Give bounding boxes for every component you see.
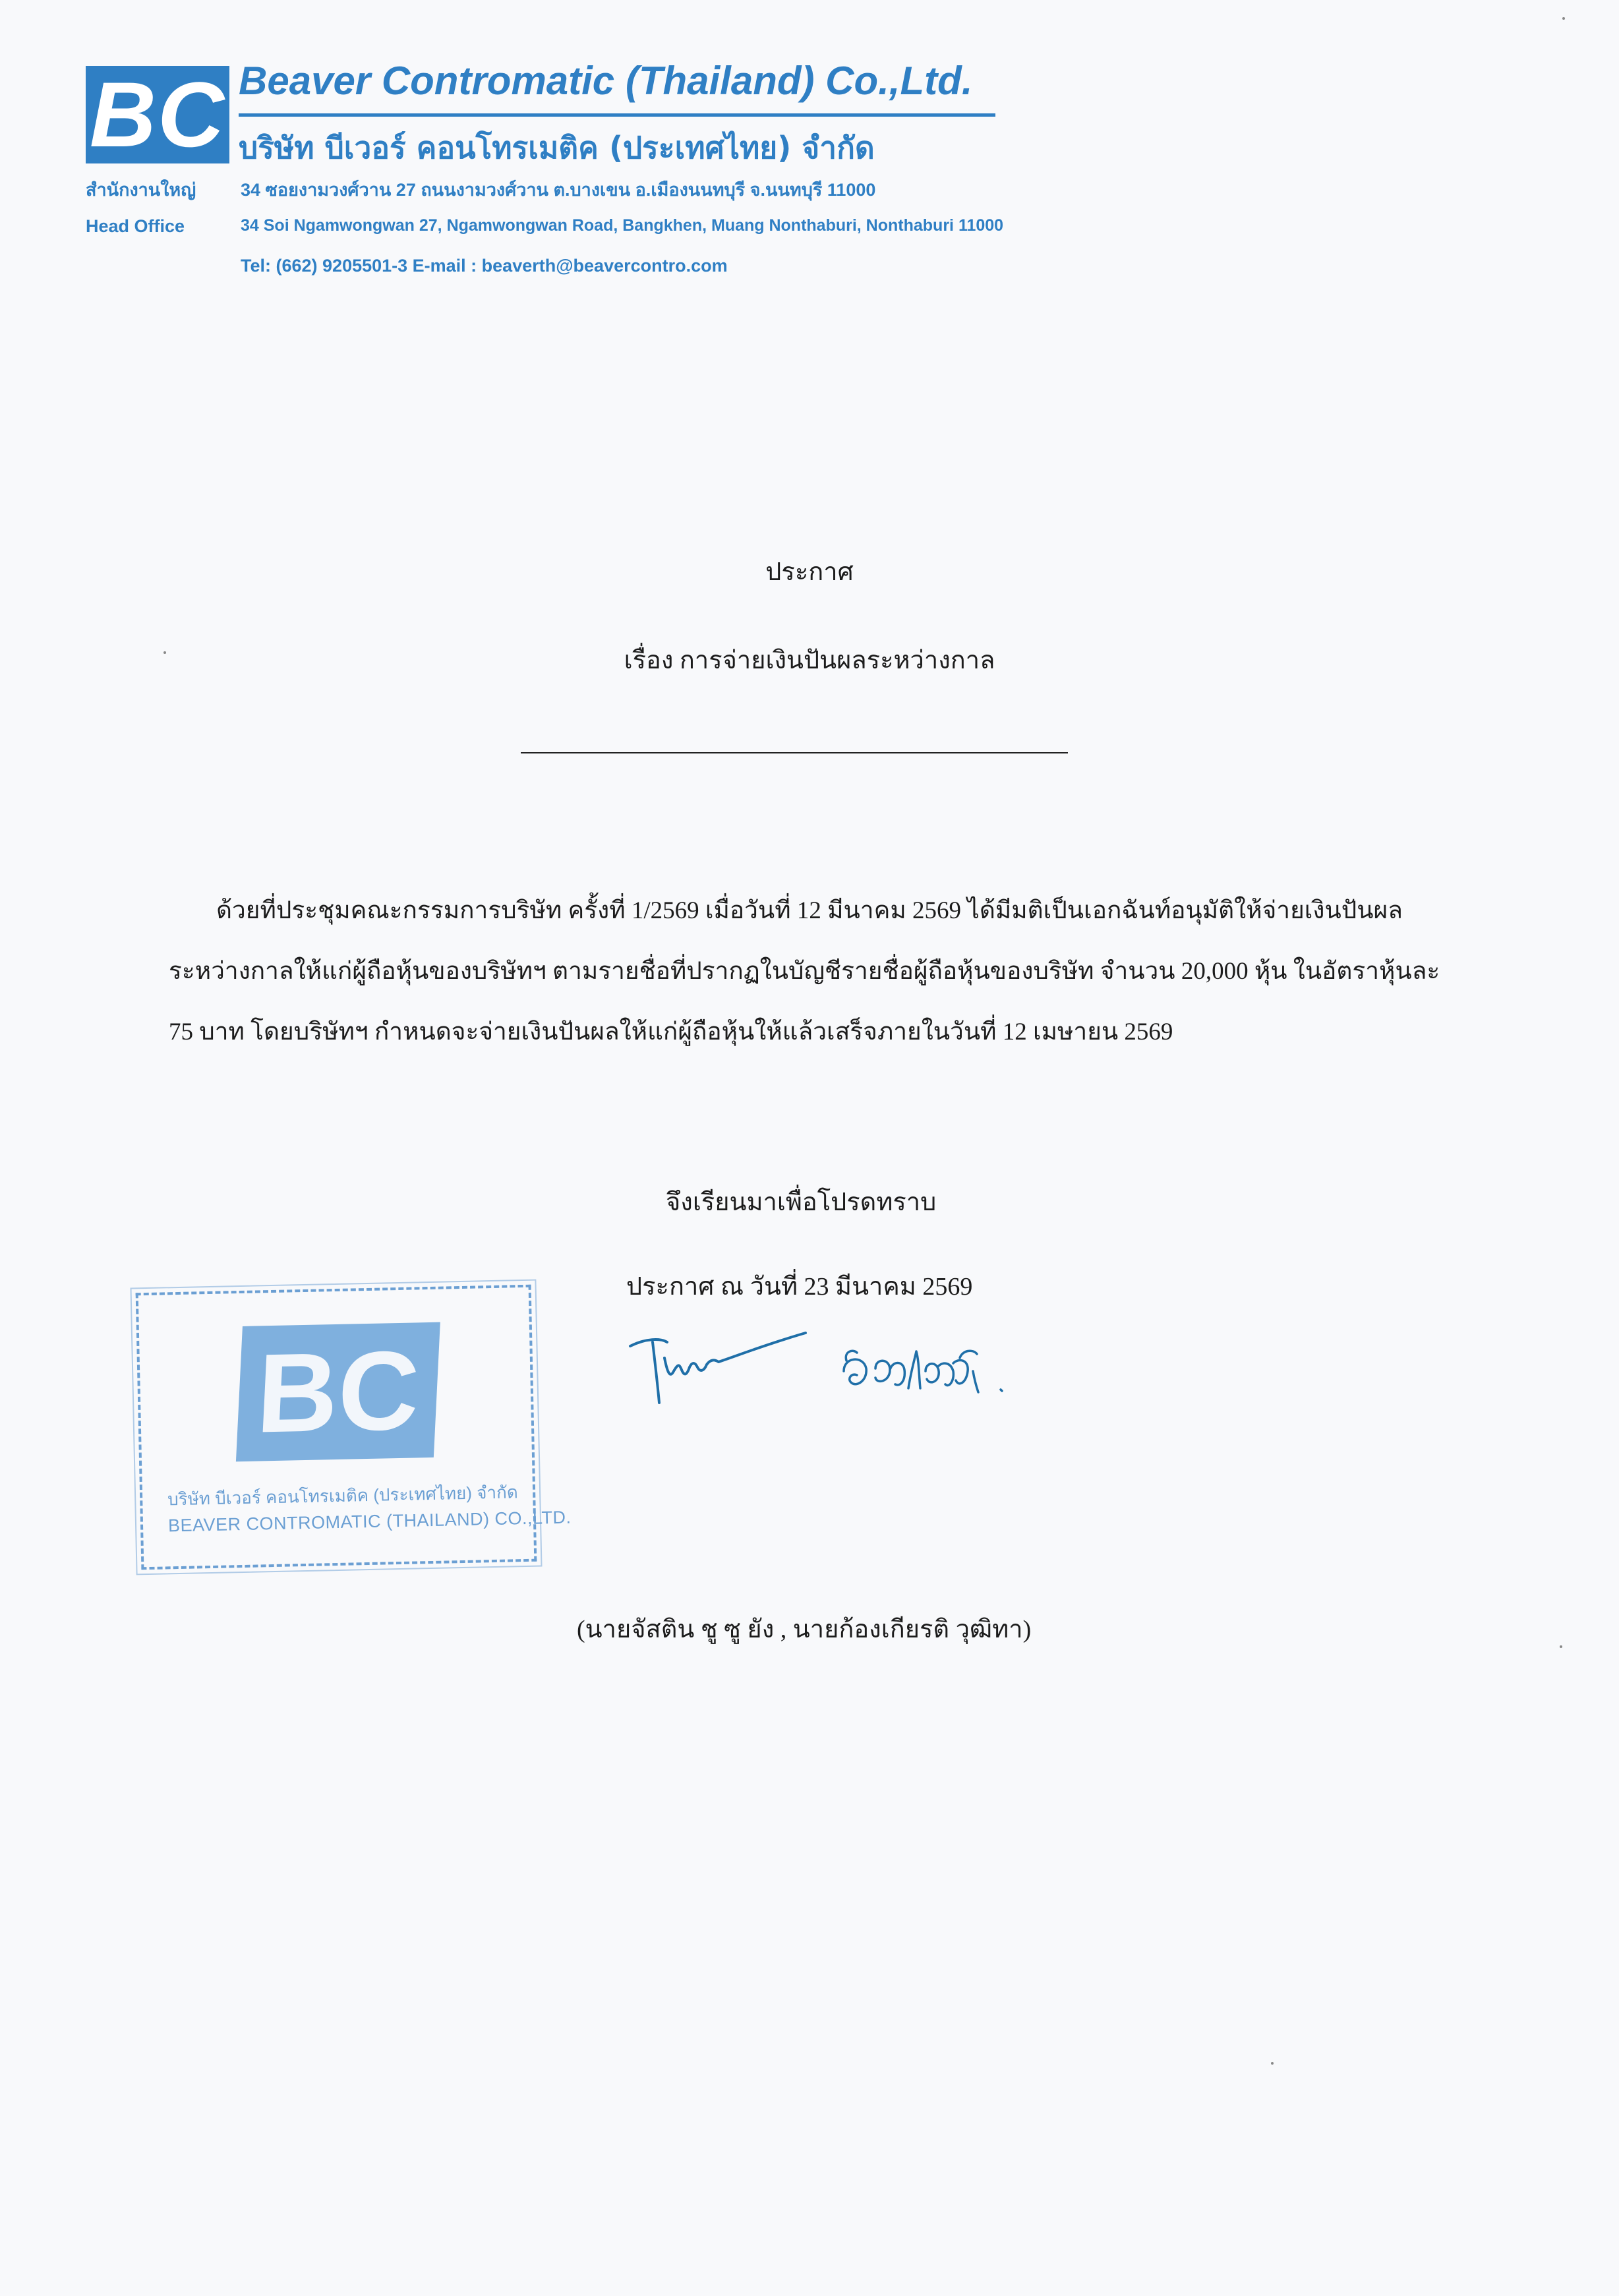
head-office-label-th: สำนักงานใหญ่ xyxy=(86,180,196,200)
stamp-name-th: บริษัท บีเวอร์ คอนโทรเมติค (ประเทศไทย) จำกัด xyxy=(167,1482,518,1510)
signature-2 xyxy=(837,1332,1015,1411)
contact-info: Tel: (662) 9205501-3 E-mail : beaverth@beavercontro.com xyxy=(241,256,728,276)
body-line-1: ด้วยที่ประชุมคณะกรรมการบริษัท ครั้งที่ 1/2569 เมื่อวันที่ 12 มีนาคม 2569 ได้มีมติเป็นเอกฉันท์อนุมัติให้จ่ายเงินปันผล xyxy=(216,897,1403,924)
scan-speck xyxy=(1271,2062,1274,2065)
stamp-logo-text: BC xyxy=(254,1327,423,1457)
notice-title: ประกาศ xyxy=(765,558,854,586)
head-office-label-en: Head Office xyxy=(86,216,185,236)
scan-speck xyxy=(163,651,166,654)
company-stamp xyxy=(136,1285,572,1570)
body-line-2: ระหว่างกาลให้แก่ผู้ถือหุ้นของบริษัทฯ ตามรายชื่อที่ปรากฏในบัญชีรายชื่อผู้ถือหุ้นของบริษัท จำนวน 20,000 หุ้น ในอัตราหุ้นละ xyxy=(169,958,1440,985)
closing-line: จึงเรียนมาเพื่อโปรดทราบ xyxy=(666,1189,937,1216)
subject-divider xyxy=(521,752,1068,753)
notice-body xyxy=(169,881,1440,1063)
company-logo xyxy=(86,63,229,166)
company-name-th: บริษัท บีเวอร์ คอนโทรเมติค (ประเทศไทย) จำกัด xyxy=(239,130,875,165)
body-line-3: 75 บาท โดยบริษัทฯ กำหนดจะจ่ายเงินปันผลให้แก่ผู้ถือหุ้นให้แล้วเสร็จภายในวันที่ 12 เมษายน 2569 xyxy=(169,1018,1173,1045)
signatory-names: (นายจัสติน ชู ซู ยัง , นายก้องเกียรติ วุฒิทา) xyxy=(577,1616,1032,1643)
address-th: 34 ซอยงามวงศ์วาน 27 ถนนงามวงศ์วาน ต.บางเขน อ.เมืองนนทบุรี จ.นนทบุรี 11000 xyxy=(241,180,876,200)
notice-subject: เรื่อง การจ่ายเงินปันผลระหว่างกาล xyxy=(624,647,995,674)
stamp-logo xyxy=(236,1322,440,1462)
letterhead-rule xyxy=(239,113,995,117)
logo-text: BC xyxy=(89,63,226,166)
scan-speck xyxy=(1562,17,1565,20)
company-name-en: Beaver Contromatic (Thailand) Co.,Ltd. xyxy=(239,59,973,103)
announce-date: ประกาศ ณ วันที่ 23 มีนาคม 2569 xyxy=(626,1273,973,1301)
signature-1 xyxy=(626,1318,811,1411)
stamp-name-en: BEAVER CONTROMATIC (THAILAND) CO.,LTD. xyxy=(167,1507,572,1536)
address-en: 34 Soi Ngamwongwan 27, Ngamwongwan Road, Bangkhen, Muang Nonthaburi, Nonthaburi 11000 xyxy=(241,216,1004,235)
scan-speck xyxy=(1560,1645,1562,1648)
